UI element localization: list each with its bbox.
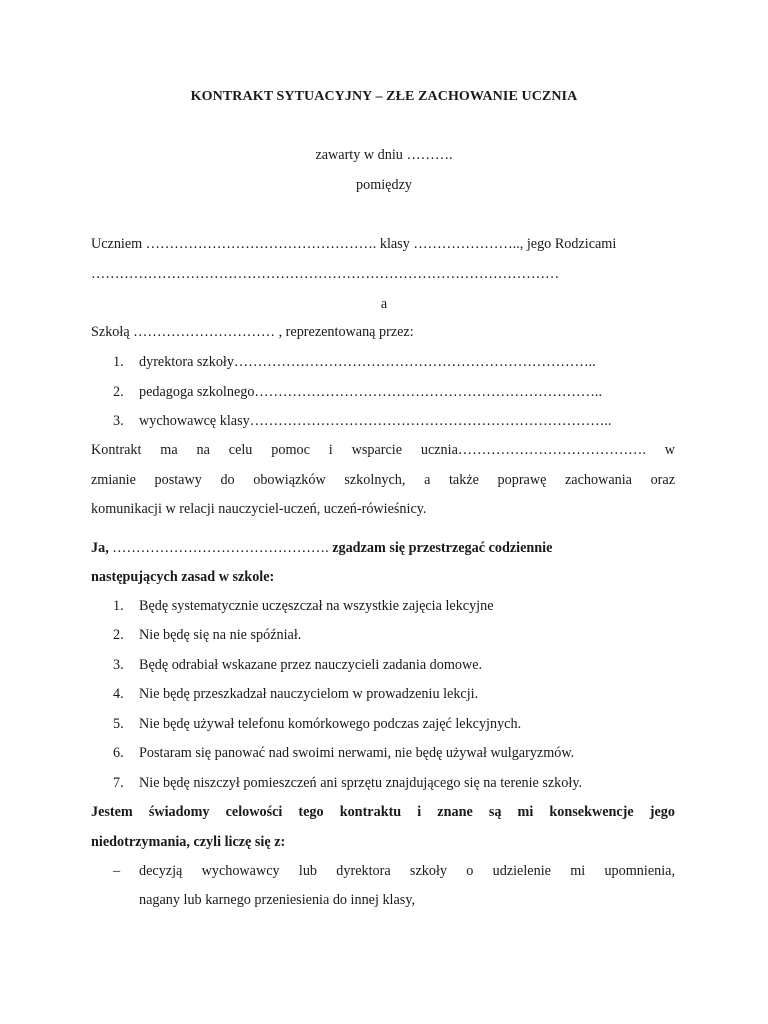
- rule-item: [113, 627, 301, 644]
- representative-item: [113, 413, 611, 430]
- list-number: 7.: [113, 775, 124, 791]
- list-number: 1.: [113, 354, 124, 370]
- rule-item: [113, 598, 494, 615]
- rule-item: [113, 686, 478, 703]
- agreement-lead-line-2: następujących zasad w szkole:: [91, 569, 275, 585]
- consequence-line-2: nagany lub karnego przeniesienia do innej klasy,: [139, 892, 416, 908]
- list-text: Będę systematycznie uczęszczał na wszystkie zajęcia lekcyjne: [139, 598, 494, 614]
- purpose-line-1: Kontrakt ma na celu pomoc i wsparcie ucznia…………………………………. w: [91, 442, 675, 458]
- list-text: dyrektora szkoły…………………………………………………………………..: [139, 354, 596, 370]
- parents-dots: ………………………………………………………………………………………: [91, 266, 560, 282]
- rule-item: [113, 745, 574, 762]
- date-line: zawarty w dniu ……….: [315, 147, 453, 163]
- agreement-lead-bold: zgadzam się przestrzegać codziennie: [328, 540, 553, 556]
- list-text: pedagoga szkolnego………………………………………………………………..: [139, 384, 603, 400]
- rule-item: [113, 716, 521, 733]
- student-line: Uczniem …………………………………………. klasy ………………….., jego Rodzicami: [91, 236, 617, 252]
- list-text: Nie będę używał telefonu komórkowego podczas zajęć lekcyjnych.: [139, 716, 522, 732]
- list-text: wychowawcę klasy…………………………………………………………………..: [139, 413, 612, 429]
- list-text: Będę odrabiał wskazane przez nauczycieli zadania domowe.: [139, 657, 483, 673]
- purpose-line-2: zmianie postawy do obowiązków szkolnych, a także poprawę zachowania oraz: [91, 472, 675, 488]
- rule-item: [113, 775, 582, 792]
- list-text: Nie będę przeszkadzał nauczycielom w prowadzeniu lekcji.: [139, 686, 479, 702]
- representative-item: [113, 384, 602, 401]
- list-text: Nie będę się na nie spóźniał.: [139, 627, 302, 643]
- consequence-bullet: –: [113, 863, 121, 879]
- list-number: 1.: [113, 598, 124, 614]
- rule-item: [113, 657, 482, 674]
- representative-item: [113, 354, 596, 371]
- list-text: Nie będę niszczył pomieszczeń ani sprzętu znajdującego się na terenie szkoły.: [139, 775, 583, 791]
- list-number: 6.: [113, 745, 124, 761]
- and-line: a: [380, 296, 388, 312]
- list-number: 5.: [113, 716, 124, 732]
- agreement-name-blank: Ja, ……………………………………….: [91, 540, 329, 556]
- list-text: Postaram się panować nad swoimi nerwami, nie będę używał wulgaryzmów.: [139, 745, 575, 761]
- school-line: Szkołą ………………………… , reprezentowaną przez:: [91, 324, 414, 340]
- consequence-line-1: decyzją wychowawcy lub dyrektora szkoły o udzielenie mi upomnienia,: [139, 863, 675, 879]
- list-number: 4.: [113, 686, 124, 702]
- list-number: 2.: [113, 384, 124, 400]
- purpose-line-3: komunikacji w relacji nauczyciel-uczeń, uczeń-rówieśnicy.: [91, 501, 427, 517]
- consequences-line-2: niedotrzymania, czyli liczę się z:: [91, 834, 286, 850]
- agreement-lead-text: [91, 540, 552, 557]
- consequences-line-1: Jestem świadomy celowości tego kontraktu i znane są mi konsekwencje jego: [91, 804, 675, 820]
- list-number: 3.: [113, 413, 124, 429]
- between-line: pomiędzy: [356, 177, 412, 193]
- list-number: 3.: [113, 657, 124, 673]
- list-number: 2.: [113, 627, 124, 643]
- document-title: KONTRAKT SYTUACYJNY – ZŁE ZACHOWANIE UCZNIA: [190, 89, 578, 104]
